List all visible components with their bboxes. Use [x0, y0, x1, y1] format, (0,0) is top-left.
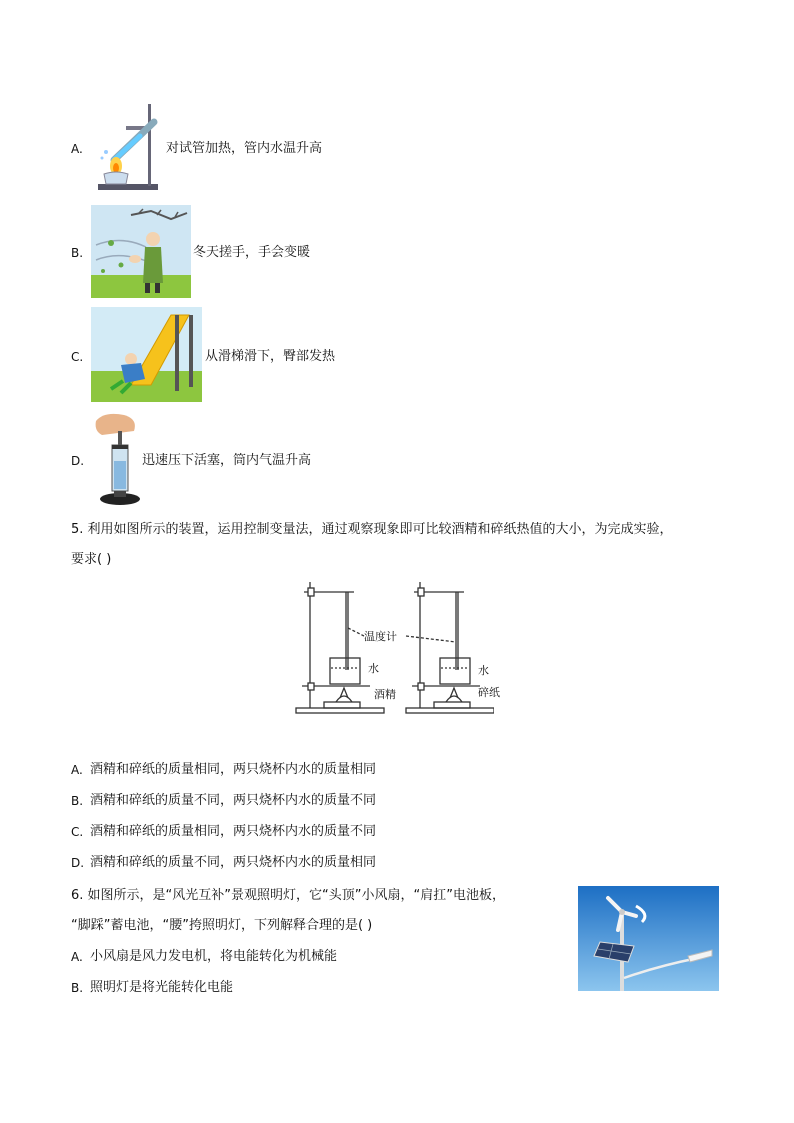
q6-option-a-letter: A.	[71, 950, 83, 964]
q6-stem-line1: 6. 如图所示，是“风光互补”景观照明灯，它“头顶”小风扇，“肩扛”电池板，	[71, 888, 505, 903]
option-d-letter: D.	[71, 454, 85, 468]
label-paper: 碎纸	[478, 686, 500, 699]
label-water-right: 水	[478, 664, 489, 677]
q5-option-c-text: 酒精和碎纸的质量相同，两只烧杯内水的质量不同	[90, 824, 377, 839]
heat-value-experiment-figure	[294, 578, 500, 718]
q5-stem-line2: 要求( )	[71, 552, 112, 567]
option-b-text: 冬天搓手，手会变暖	[193, 245, 311, 260]
option-a-letter: A.	[71, 142, 83, 156]
q6-stem-line2: “脚踩”蓄电池，“腰”挎照明灯，下列解释合理的是( )	[71, 918, 373, 933]
label-thermometer: 温度计	[364, 630, 397, 643]
slide-illustration	[91, 307, 202, 402]
pump-compression-illustration	[94, 411, 144, 509]
rubbing-hands-illustration	[91, 205, 191, 298]
option-c-text: 从滑梯滑下，臀部发热	[205, 349, 336, 364]
label-water-left: 水	[368, 662, 379, 675]
q5-stem-line1: 5. 利用如图所示的装置，运用控制变量法，通过观察现象即可比较酒精和碎纸热值的大小，为完成实验，	[71, 522, 673, 537]
q6-option-a-text: 小风扇是风力发电机，将电能转化为机械能	[90, 949, 338, 964]
q5-option-b-letter: B.	[71, 794, 84, 808]
label-alcohol: 酒精	[374, 688, 396, 701]
q5-option-c-letter: C.	[71, 825, 84, 839]
option-c-letter: C.	[71, 350, 84, 364]
q5-option-a-letter: A.	[71, 763, 83, 777]
option-d-text: 迅速压下活塞，筒内气温升高	[142, 453, 312, 468]
q6-option-b-letter: B.	[71, 981, 84, 995]
option-b-letter: B.	[71, 246, 84, 260]
q5-option-a-text: 酒精和碎纸的质量相同，两只烧杯内水的质量相同	[90, 762, 377, 777]
q6-option-b-text: 照明灯是将光能转化电能	[90, 980, 234, 995]
wind-solar-lamp-photo	[578, 886, 719, 991]
q5-option-d-letter: D.	[71, 856, 85, 870]
q5-option-b-text: 酒精和碎纸的质量不同，两只烧杯内水的质量不同	[90, 793, 377, 808]
test-tube-heating-illustration	[92, 100, 164, 194]
option-a-text: 对试管加热，管内水温升高	[166, 141, 323, 156]
q5-option-d-text: 酒精和碎纸的质量不同，两只烧杯内水的质量相同	[90, 855, 377, 870]
